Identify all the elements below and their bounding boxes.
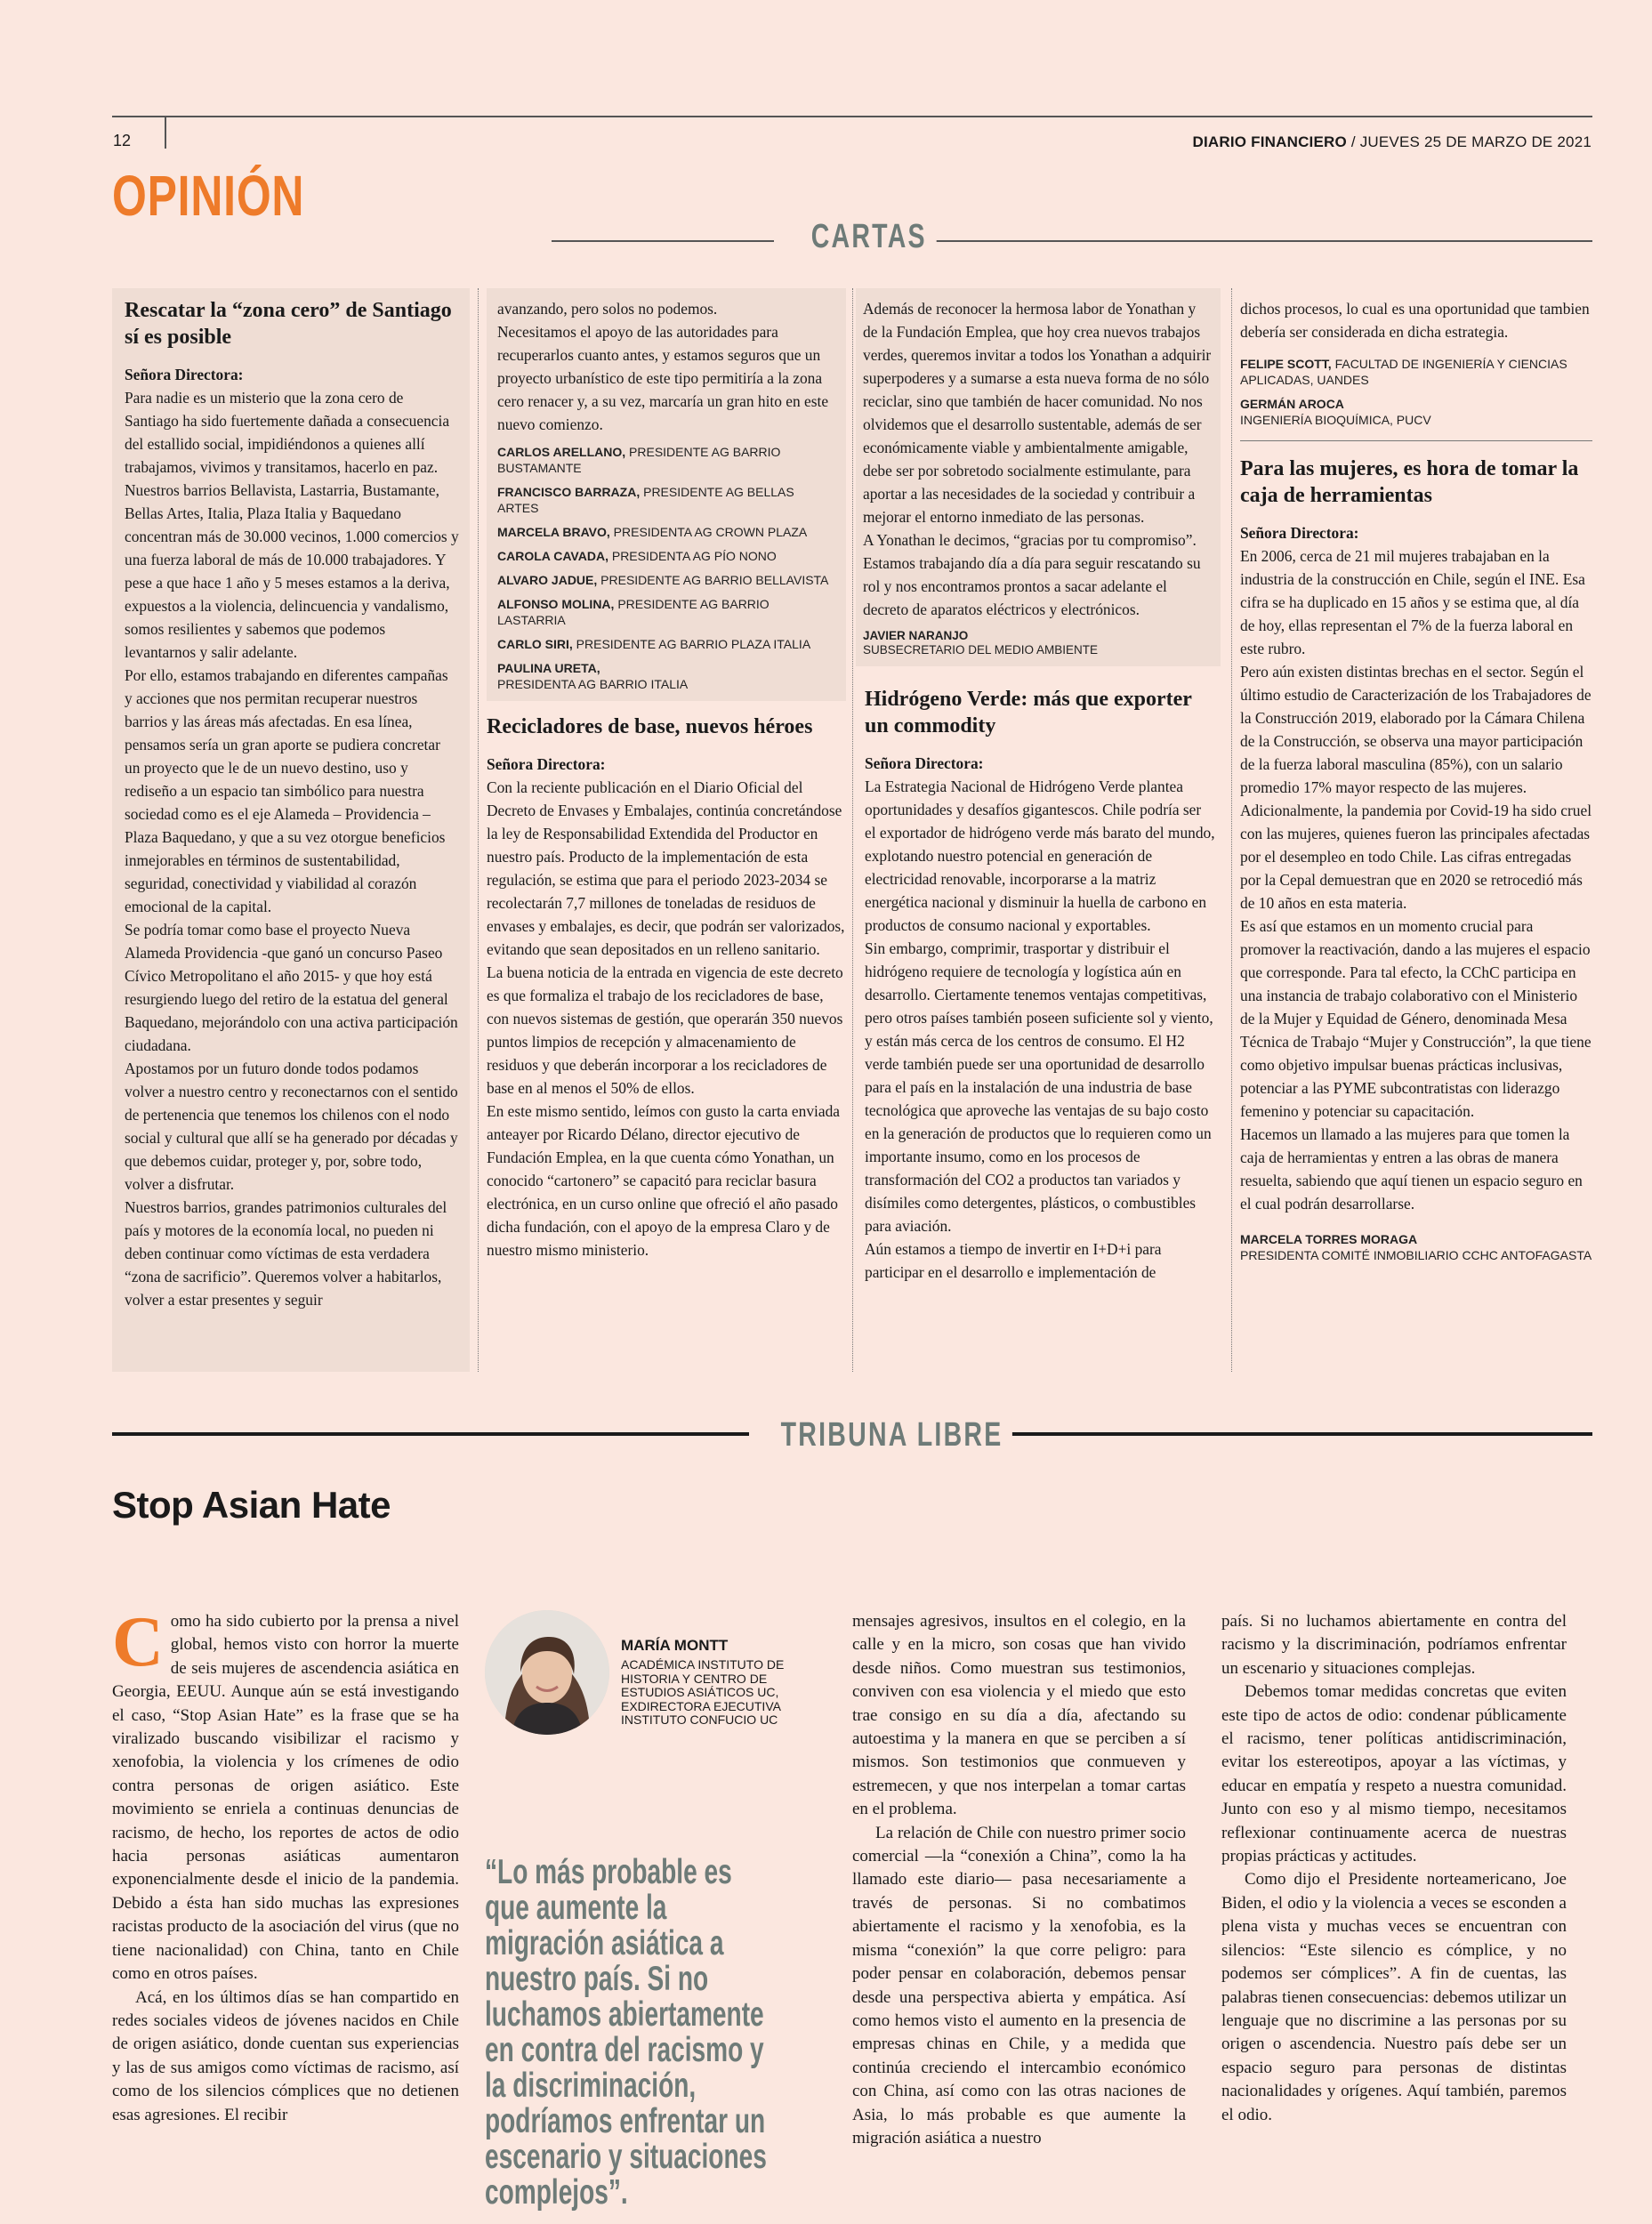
letter-paragraph: A Yonathan le decimos, “gracias por tu compromiso”. Estamos trabajando día a día para seguir rescatando su rol y nos encontramos prontos a sacar adelante el decreto de aparatos eléctricos y electrónicos.: [863, 531, 1201, 618]
letter-column-3: [856, 288, 1221, 1284]
signer-name: ALVARO JADUE,: [497, 573, 598, 587]
signer: [497, 596, 835, 628]
signer: [1240, 396, 1592, 428]
signer: [497, 548, 835, 564]
letter-salutation: Señora Directora:: [865, 754, 984, 772]
letter-paragraph: Nuestros barrios Bellavista, Lastarria, Bustamante, Bellas Artes, Italia, Plaza Italia y Baquedano concentran más de 30.000 vecinos, 1.000 comercios y una fuerza laboral de más de 10.000 trabajadores. Y pese a que hace 1 año y 5 meses estamos a la deriva, expuestos a la violencia, delincuencia y vandalismo, somos resilientes y sabemos que podemos levantarnos y salir adelante.: [125, 481, 459, 661]
signer: [497, 660, 835, 692]
drop-cap: C: [112, 1603, 164, 1681]
tribuna-band-rule-right: [957, 1432, 1592, 1436]
signer-name: GERMÁN AROCA: [1240, 397, 1344, 411]
article-paragraph: La relación de Chile con nuestro primer socio comercial —la “conexión a China”, como la ha llamado este diario— pasa necesariamente a través de personas. Si no combatimos abiertamente el racismo y la xenofobia, es la misma “conexión” la que corre peligro: para poder pensar en colaboración, debemos pensar desde una perspectiva abierta y empática. Así como hemos visto el aumento en la presencia de empresas chinas en Chile, y a medida que continúa creciendo el intercambio económico con China, así como con las otras naciones de Asia, lo más probable es que aumente la migración asiática a nuestro: [852, 1823, 1186, 2147]
signer: [863, 629, 1213, 657]
letter-salutation: Señora Directora:: [125, 366, 244, 383]
author-role: ACADÉMICA INSTITUTO DE HISTORIA Y CENTRO DE ESTUDIOS ASIÁTICOS UC, EXDIRECTORA EJECUTIVA INSTITUTO CONFUCIO UC: [621, 1657, 785, 1727]
signer-role: PRESIDENTA COMITÉ INMOBILIARIO CCHC ANTOFAGASTA: [1240, 1248, 1592, 1262]
pull-quote: “Lo más probable es que aumente la migración asiática a nuestro país. Si no luchamos abiertamente en contra del racismo y la discriminación, podríamos enfrentar un escenario y situaciones complejos”.: [485, 1853, 767, 2212]
letter-paragraph: Por ello, estamos trabajando en diferentes campañas y acciones que nos permitan recuperar nuestros barrios y las áreas más afectadas. En esa línea, pensamos sería un gran aporte se pudiera concretar un proyecto que le de un nuevo destino, uso y rediseño a un espacio tan simbólico para nuestra sociedad como es el eje Alameda – Providencia – Plaza Baquedano, y que a su vez otorgue beneficios inmejorables en términos de sustentabilidad, seguridad, conectividad y viabilidad al corazón emocional de la capital.: [125, 666, 448, 915]
author-name: MARÍA MONTT: [621, 1637, 729, 1654]
letter-paragraph: Para nadie es un misterio que la zona cero de Santiago ha sido fuertemente dañada a consecuencia del estallido social, impidiéndonos a quienes allí trabajamos, vivimos y transitamos, hacerlo en paz.: [125, 389, 450, 476]
letter-paragraph: Apostamos por un futuro donde todos podamos volver a nuestro centro y reconectarnos con el sentido de pertenencia que tenemos los chilenos con el nodo social y cultural que allí se ha generado por décadas y que debemos cuidar, proteger y, por, sobre todo, volver a disfrutar.: [125, 1060, 458, 1193]
author-photo: [485, 1610, 609, 1735]
letter-paragraph: En 2006, cerca de 21 mil mujeres trabajaban en la industria de la construcción en Chile, según el INE. Esa cifra se ha duplicado en 15 años y se estima que, al día de hoy, ellas representan el 7% de la fuerza laboral en este rubro.: [1240, 547, 1585, 657]
article-paragraph: Acá, en los últimos días se han compartido en redes sociales videos de jóvenes nacidos en Chile de origen asiático, donde cuentan sus experiencias y las de sus amigos como víctimas de racismo, así como de los silencios cómplices que no detienen esas agresiones. El recibir: [112, 1987, 459, 2124]
letter-paragraph: Hacemos un llamado a las mujeres para que tomen la caja de herramientas y entren a las obras de manera resuelta, sabiendo que aquí tienen un espacio seguro en el cual podrán desarrollarse.: [1240, 1125, 1583, 1213]
letter-paragraph: Aún estamos a tiempo de invertir en I+D+i para participar en el desarrollo e implementación de: [865, 1240, 1162, 1281]
letter-title: Rescatar la “zona cero” de Santiago sí es posible: [125, 299, 452, 349]
signer-name: JAVIER NARANJO: [863, 629, 969, 642]
author-portrait-icon: [485, 1610, 609, 1735]
letter-paragraph: dichos procesos, lo cual es una oportunidad que tambien debería ser considerada en dicha estrategia.: [1240, 300, 1590, 341]
signer-name: FRANCISCO BARRAZA,: [497, 485, 641, 499]
letter-continuation-box: [487, 288, 846, 701]
page-number: 12: [113, 132, 132, 149]
letter-title: Hidrógeno Verde: más que exporter un commodity: [865, 688, 1192, 737]
signer-role: PRESIDENTE AG BARRIO LASTARRIA: [497, 597, 770, 627]
column-divider: [852, 288, 853, 1372]
article-headline: Stop Asian Hate: [112, 1484, 391, 1526]
article-paragraph: Debemos tomar medidas concretas que eviten este tipo de actos de odio: condenar públicamente el racismo, tener políticas antidiscriminación, evitar los estereotipos, apoyar a las víctimas, y educar en empatía y respeto a nuestra comunidad. Junto con eso y al mismo tiempo, necesitamos reflexionar continuamente acerca de nuestras propias prácticas y actitudes.: [1221, 1682, 1567, 1866]
signer-name: PAULINA URETA,: [497, 661, 600, 675]
signer-name: CARLOS ARELLANO,: [497, 445, 626, 459]
letter-paragraph: avanzando, pero solos no podemos.: [497, 300, 718, 318]
signer: [1240, 1231, 1592, 1263]
cartas-band-label: CARTAS: [802, 218, 936, 256]
letter-paragraph: En este mismo sentido, leímos con gusto la carta enviada anteayer por Ricardo Délano, director ejecutivo de Fundación Emplea, en la que cuenta cómo Yonathan, un conocido “cartonero” se capacitó para reciclar basura electrónica, en un curso online que ofreció el año pasado dicha fundación, con el apoyo de la empresa Claro y de nuestro mismo ministerio.: [487, 1102, 840, 1259]
signer: [497, 572, 835, 588]
letter-column-1: [112, 288, 470, 1372]
letter-paragraph: Nuestros barrios, grandes patrimonios culturales del país y motores de la economía local, no pueden ni deben continuar como víctimas de esta verdadera “zona de sacrificio”. Queremos volver a habitarlos, volver a estar presentes y seguir: [125, 1198, 447, 1309]
signer-role: PRESIDENTE AG BARRIO BELLAVISTA: [600, 573, 829, 587]
letter-paragraph: La Estrategia Nacional de Hidrógeno Verde plantea oportunidades y desafíos gigantescos. Chile podría ser el exportador de hidrógeno verde más barato del mundo, explotando nuestro potencial en generación de electricidad renovable, incorporarse a la matriz energética nacional y disminuir la huella de carbono en productos de consumo nacional y exportables.: [865, 778, 1215, 934]
column-divider: [478, 288, 479, 1372]
letter-salutation: Señora Directora:: [487, 755, 606, 773]
signer: [497, 484, 835, 516]
letter-title: Para las mujeres, es hora de tomar la caja de herramientas: [1240, 457, 1579, 507]
author-byline: [621, 1637, 790, 1728]
cartas-band-rule-right: [932, 240, 1592, 242]
article-paragraph: Como dijo el Presidente norteamericano, Joe Biden, el odio y la violencia a veces se esconden a plena vista y muchas veces se encuentran con silencios: “Este silencio es cómplice, y no podemos ser cómplices”. A fin de cuentas, las palabras tienen consecuencias: debemos utilizar un lenguaje que no discrimine a las personas por su origen o ascendencia. Nuestro país debe ser un espacio seguro para personas de distintas nacionalidades y orígenes. Aquí también, paremos el odio.: [1221, 1870, 1567, 2124]
letter-paragraph: Además de reconocer la hermosa labor de Yonathan y de la Fundación Emplea, que hoy crea nuevos trabajos verdes, queremos invitar a todos los Yonathan a adquirir superpoderes y a sumarse a esta nueva forma de no sólo reciclar, sino que también de hacer comunidad. No nos olvidemos que el desarrollo sustentable, además de ser económicamente viable y ambientalmente amigable, debe ser por sobretodo socialmente estimulante, para aportar a las necesidades de la sociedad y contribuir a mejorar el entorno inmediato de las personas.: [863, 300, 1212, 526]
article-column-1: [112, 1603, 459, 2127]
letter-paragraph: Sin embargo, comprimir, trasportar y distribuir el hidrógeno requiere de tecnología y logística aún en desarrollo. Ciertamente tenemos ventajas competitivas, pero otros países también poseen suficiente sol y viento, y están más cerca de los centros de consumo. El H2 verde también puede ser una oportunidad de desarrollo para el país en la instalación de una industria de base tecnológica que aproveche las ventajas de su bajo costo en la generación de productos que lo requieren como un importante insumo, como en los procesos de transformación del CO2 a productos tan variados y disímiles como detergentes, plásticos, o combustibles para aviación.: [865, 939, 1213, 1235]
signer-role: FACULTAD DE INGENIERÍA Y CIENCIAS APLICADAS, UANDES: [1240, 357, 1567, 387]
cartas-band-rule-left: [552, 240, 774, 242]
signer: [1240, 356, 1592, 388]
signer: [497, 524, 835, 540]
letter-column-4: [1240, 297, 1592, 1263]
page-number-tick: [165, 117, 166, 149]
signer: [497, 444, 835, 476]
tribuna-band-rule-left: [112, 1432, 749, 1436]
signer-role: INGENIERÍA BIOQUÍMICA, PUCV: [1240, 413, 1431, 427]
signer-role: PRESIDENTA AG PÍO NONO: [611, 549, 777, 563]
letter-separator: [1240, 440, 1592, 441]
letter-paragraph: Es así que estamos en un momento crucial para promover la reactivación, dando a las mujeres el espacio que corresponde. Para tal efecto, la CChC participa en una instancia de trabajo colaborativo con el Ministerio de la Mujer y Equidad de Género, denominada Mesa Técnica de Trabajo “Mujer y Construcción”, la que tiene como objetivo impulsar buenas prácticas inclusivas, potenciar a las PYME subcontratistas con liderazgo femenino y potenciar su capacitación.: [1240, 917, 1592, 1120]
signer-role: PRESIDENTA AG BARRIO ITALIA: [497, 677, 689, 691]
section-title: OPINIÓN: [112, 164, 305, 228]
letter-column-2: [487, 288, 846, 1261]
signer-role: PRESIDENTA AG CROWN PLAZA: [613, 525, 808, 539]
article-column-4: [1221, 1610, 1567, 2127]
letter-paragraph: Pero aún existen distintas brechas en el sector. Según el último estudio de Caracterización de los Trabajadores de la Construcción 2019, elaborado por la Cámara Chilena de la Construcción, se observa una mayor participación de la fuerza laboral masculina (85%), con un salario promedio 17% mayor respecto de las mujeres. Adicionalmente, la pandemia por Covid-19 ha sido cruel con las mujeres, quienes fueron las principales afectadas por el desempleo en todo Chile. Las cifras entregadas por la Cepal demuestran que en 2020 se retrocedió más de 10 años en esta materia.: [1240, 663, 1592, 912]
signer-name: ALFONSO MOLINA,: [497, 597, 615, 611]
masthead-date: / JUEVES 25 DE MARZO DE 2021: [1350, 133, 1592, 150]
top-rule: [112, 116, 1592, 117]
signer-name: FELIPE SCOTT,: [1240, 357, 1332, 371]
masthead-brand: DIARIO FINANCIERO: [1192, 133, 1347, 150]
article-column-3: [852, 1610, 1186, 2150]
signer-role: PRESIDENTE AG BARRIO PLAZA ITALIA: [576, 637, 811, 651]
signer-name: CAROLA CAVADA,: [497, 549, 608, 563]
letter-continuation-box: [856, 288, 1221, 666]
signer-name: MARCELA TORRES MORAGA: [1240, 1232, 1418, 1246]
tribuna-band-label: TRIBUNA LIBRE: [771, 1416, 1012, 1454]
signer-role: PRESIDENTE AG BARRIO BUSTAMANTE: [497, 445, 781, 475]
signer: [497, 636, 835, 652]
signer-name: CARLO SIRI,: [497, 637, 573, 651]
letter-paragraph: La buena noticia de la entrada en vigencia de este decreto es que formaliza el trabajo de los recicladores de base, con nuevos sistemas de gestión, que operarán 350 nuevos puntos limpios de recepción y almacenamiento de residuos y que deberán incorporar a los recicladores de base en al menos el 50% de ellos.: [487, 963, 843, 1097]
article-paragraph: omo ha sido cubierto por la prensa a nivel global, hemos visto con horror la muerte de seis mujeres de ascendencia asiática en Georgia, EEUU. Aunque aún se está investigando el caso, “Stop Asian Hate” es la frase que se ha viralizado buscando visibilizar el racismo y xenofobia, la violencia y los crímenes de odio contra personas de origen asiático. Este movimiento se enriela a continuas denuncias de racismo, de hecho, los reportes de actos de odio hacia personas asiáticas aumentaron exponencialmente desde el inicio de la pandemia. Debido a ésta han sido muchas las expresiones racistas producto de la asociación del virus (que no tiene nacionalidad) con China, tanto en Chile como en otros países.: [112, 1612, 459, 1984]
letter-paragraph: Se podría tomar como base el proyecto Nueva Alameda Providencia -que ganó un concurso Paseo Cívico Metropolitano el año 2015- y que hoy está resurgiendo luego del retiro de la estatua del general Baquedano, mejorándolo con una activa participación ciudadana.: [125, 921, 458, 1054]
letter-paragraph: Necesitamos el apoyo de las autoridades para recuperarlos cuanto antes, y estamos seguros que un proyecto urbanístico de este tipo permitiría a la zona cero renacer y, a su vez, marcaría un gran hito en este nuevo comienzo.: [497, 323, 829, 433]
signer-role: PRESIDENTE AG BELLAS ARTES: [497, 485, 794, 515]
letter-salutation: Señora Directora:: [1240, 524, 1359, 542]
letter-paragraph: Con la reciente publicación en el Diario Oficial del Decreto de Envases y Embalajes, continúa concretándose la ley de Responsabilidad Extendida del Productor en nuestro país. Producto de la implementación de esta regulación, se estima que para el periodo 2023-2034 se recolectarán 7,7 millones de toneladas de residuos de envases y embalajes, es decir, que podrán ser valorizados, evitando que sean depositados en un relleno sanitario.: [487, 778, 845, 958]
article-paragraph: país. Si no luchamos abiertamente en contra del racismo y la discriminación, podríamos enfrentar un escenario y situaciones complejas.: [1221, 1612, 1567, 1678]
masthead: [1193, 133, 1592, 151]
article-paragraph: mensajes agresivos, insultos en el colegio, en la calle y en la micro, son cosas que han vivido desde niños. Como muestran sus testimonios, conviven con esa violencia y el miedo que esto trae consigo en su día a día, afectando su autoestima y la manera en que se perciben a sí mismos. Son testimonios que conmueven y estremecen, y que nos interpelan a tomar cartas en el problema.: [852, 1612, 1186, 1819]
column-divider: [1231, 288, 1232, 1372]
signer-role: SUBSECRETARIO DEL MEDIO AMBIENTE: [863, 643, 1099, 657]
letter-title: Recicladores de base, nuevos héroes: [487, 715, 813, 738]
signer-name: MARCELA BRAVO,: [497, 525, 610, 539]
